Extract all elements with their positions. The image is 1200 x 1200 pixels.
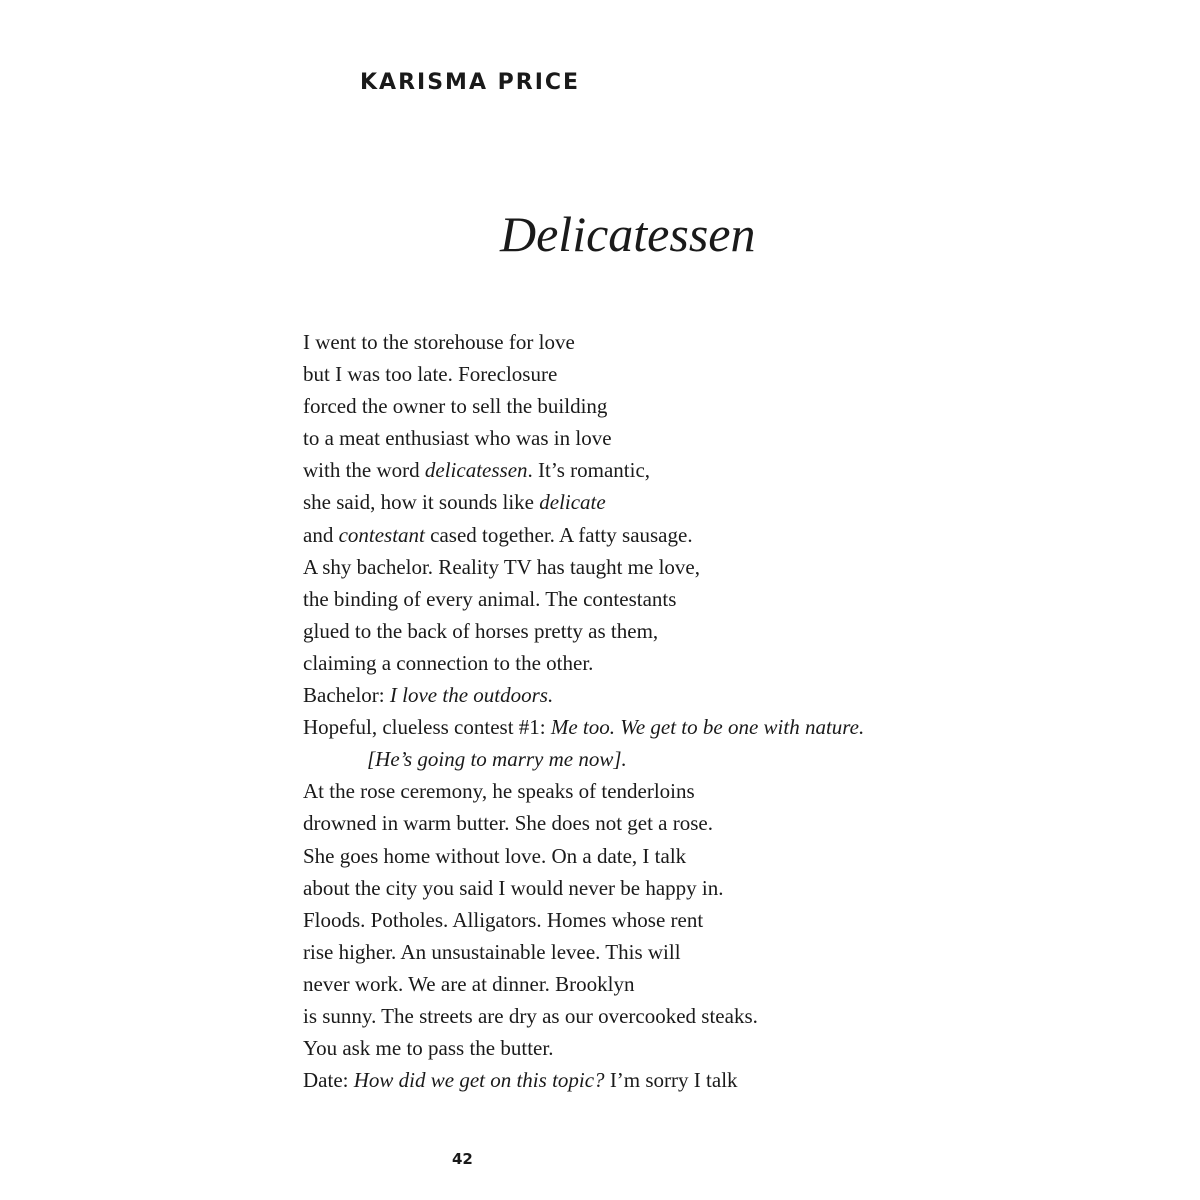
poem-line [303,936,864,968]
poem-line-text: I went to the storehouse for love [303,330,575,354]
poem-line [303,390,864,422]
page-number: 42 [452,1150,473,1168]
poem-line [303,1064,864,1096]
poem-line [303,583,864,615]
poem-line [303,807,864,839]
poem-line [303,519,864,551]
poem-line-text: rise higher. An unsustainable levee. This will [303,939,681,964]
poem-line [303,1032,864,1064]
poem-line-italic-text: Me too. We get to be one with nature. [550,715,865,740]
poem-line-italic-text: How did we get on this topic? [353,1068,605,1093]
poem-line [303,775,864,807]
poem-line-text: claiming a connection to the other. [303,650,594,675]
poem-line-text: to a meat enthusiast who was in love [303,426,612,451]
poem-line [303,647,864,679]
poem-line-italic-text: delicate [539,490,606,515]
poem-line [303,679,864,711]
poem-line-text: with the word [303,458,425,483]
poem-line-text: Date: [303,1068,354,1093]
poem-line-text: Bachelor: [303,683,390,708]
poem-line [303,551,864,583]
poem-line-text: but I was too late. Foreclosure [303,362,558,387]
poem-line [303,1000,864,1032]
poem-line-text: A shy bachelor. Reality TV has taught me love, [303,554,700,579]
poem-line [303,743,864,775]
poem-line-text: she said, how it sounds like [303,490,540,515]
poem-line-text: At the rose ceremony, he speaks of tenderloins [303,779,695,804]
poem-line-text: drowned in warm butter. She does not get a rose. [303,811,713,836]
poem-line-text: cased together. A fatty sausage. [424,522,693,547]
poem-line [303,358,864,390]
poem-line [303,904,864,936]
poem-body [303,326,864,1096]
poem-line-text: about the city you said I would never be happy in. [303,875,724,900]
poem-line-text: Floods. Potholes. Alligators. Homes whose rent [303,907,704,932]
poem-line-text: is sunny. The streets are dry as our overcooked steaks. [303,1003,758,1028]
poem-line-text: glued to the back of horses pretty as them, [303,618,659,643]
poem-line [303,454,864,486]
poem-line-text: the binding of every animal. The contestants [303,586,677,611]
poem-line-italic-text: [He’s going to marry me now]. [367,747,627,772]
poem-line-text: forced the owner to sell the building [303,394,608,419]
poem-title: Delicatessen [500,206,756,262]
poem-line-text: never work. We are at dinner. Brooklyn [303,971,635,996]
running-header-author: KARISMA PRICE [360,70,581,95]
poem-line-text: and [303,522,339,547]
poem-line-italic-text: contestant [338,522,425,547]
poem-line [303,968,864,1000]
poem-line [303,872,864,904]
poem-line [303,486,864,518]
poem-line-text: . It’s romantic, [527,458,651,483]
poem-line [303,422,864,454]
poem-line [303,615,864,647]
poem-line-text: I’m sorry I talk [604,1068,738,1093]
poem-line [303,840,864,872]
poem-line [303,326,864,358]
poem-line [303,711,864,743]
poem-line-italic-text: I love the outdoors. [389,683,554,708]
poem-line-italic-text: delicatessen [424,458,528,483]
poem-line-text: Hopeful, clueless contest #1: [303,715,551,740]
poem-line-text: She goes home without love. On a date, I talk [303,843,687,868]
poem-line-text: You ask me to pass the butter. [303,1036,554,1061]
